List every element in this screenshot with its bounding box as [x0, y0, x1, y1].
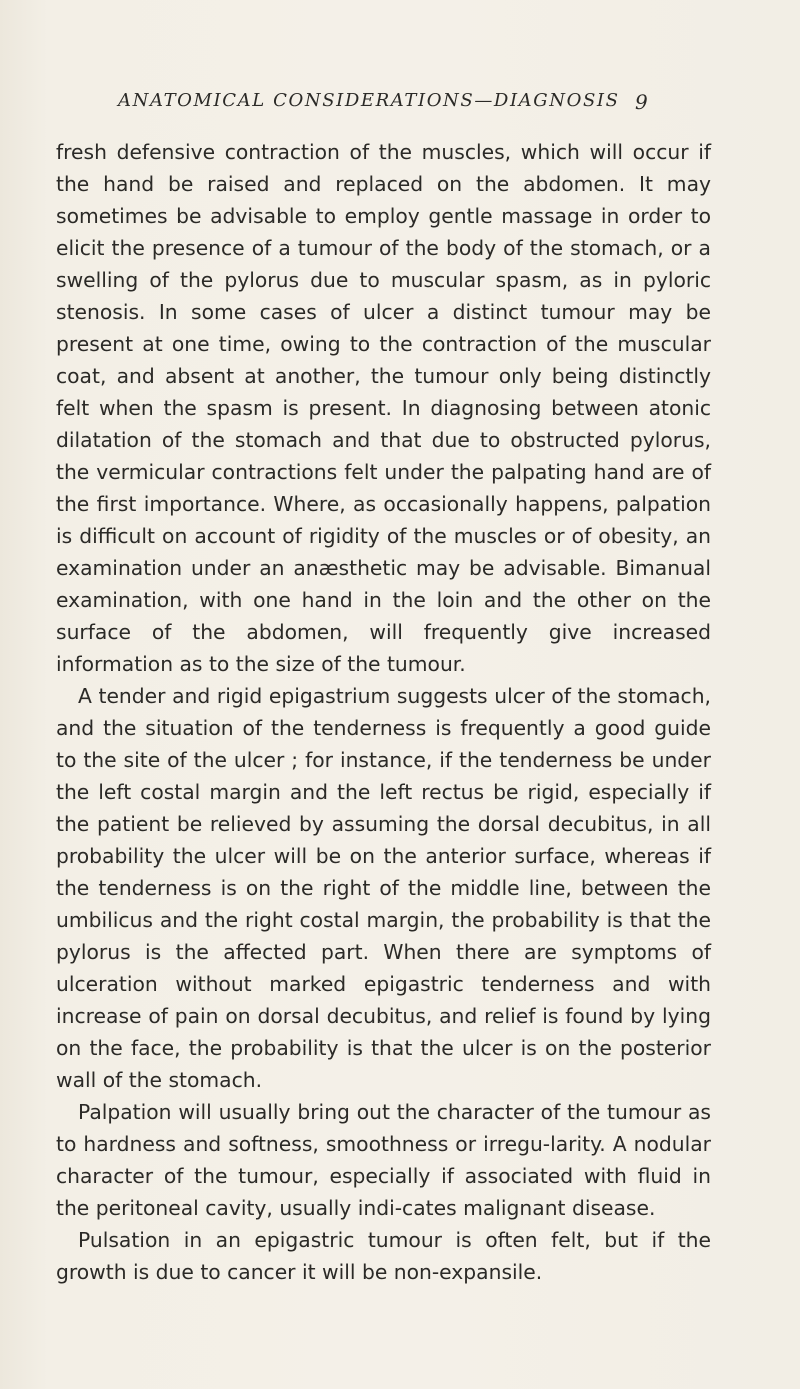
paragraph-pulsation: Pulsation in an epigastric tumour is often felt, but if the growth is due to cancer it will be non-expansile.: [56, 1228, 711, 1284]
paragraph-continued: fresh defensive contraction of the muscles, which will occur if the hand be raised and replaced on the abdomen. It may sometimes be advisable to employ gentle massage in order to elicit the presence of a tumour of the body of the stomach, or a swelling of the pylorus due to muscular spasm, as in pyloric stenosis. In some cases of ulcer a distinct tumour may be present at one time, owing to the contraction of the muscular coat, and absent at another, the tumour only being distinctly felt when the spasm is present. In diagnosing between atonic dilatation of the stomach and that due to obstructed pylorus, the vermicular contractions felt under the palpating hand are of the first importance. Where, as occasionally happens, palpation is difficult on account of rigidity of the muscles or of obesity, an examination under an anæsthetic may be advisable. Bimanual examination, with one hand in the loin and the other on the surface of the abdomen, will frequently give increased information as to the size of the tumour.: [56, 140, 711, 676]
paragraph-tenderness: A tender and rigid epigastrium suggests ulcer of the stomach, and the situation of the tenderness is frequently a good guide to the site of the ulcer ; for instance, if the tenderness be under the left costal margin and the left rectus be rigid, especially if the patient be relieved by assuming the dorsal decubitus, in all probability the ulcer will be on the anterior surface, whereas if the tenderness is on the right of the middle line, between the umbilicus and the right costal margin, the probability is that the pylorus is the affected part. When there are symptoms of ulceration without marked epigastric tenderness and with increase of pain on dorsal decubitus, and relief is found by lying on the face, the probability is that the ulcer is on the posterior wall of the stomach.: [56, 684, 711, 1092]
running-header-title: ANATOMICAL CONSIDERATIONS—DIAGNOSIS: [118, 90, 620, 111]
page-number: 9: [635, 90, 648, 114]
body-text: [56, 136, 711, 1288]
paragraph-palpation: Palpation will usually bring out the character of the tumour as to hardness and softness, smoothness or irregu-larity. A nodular character of the tumour, especially if associated with fluid in the peritoneal cavity, usually indi-cates malignant disease.: [56, 1100, 711, 1220]
